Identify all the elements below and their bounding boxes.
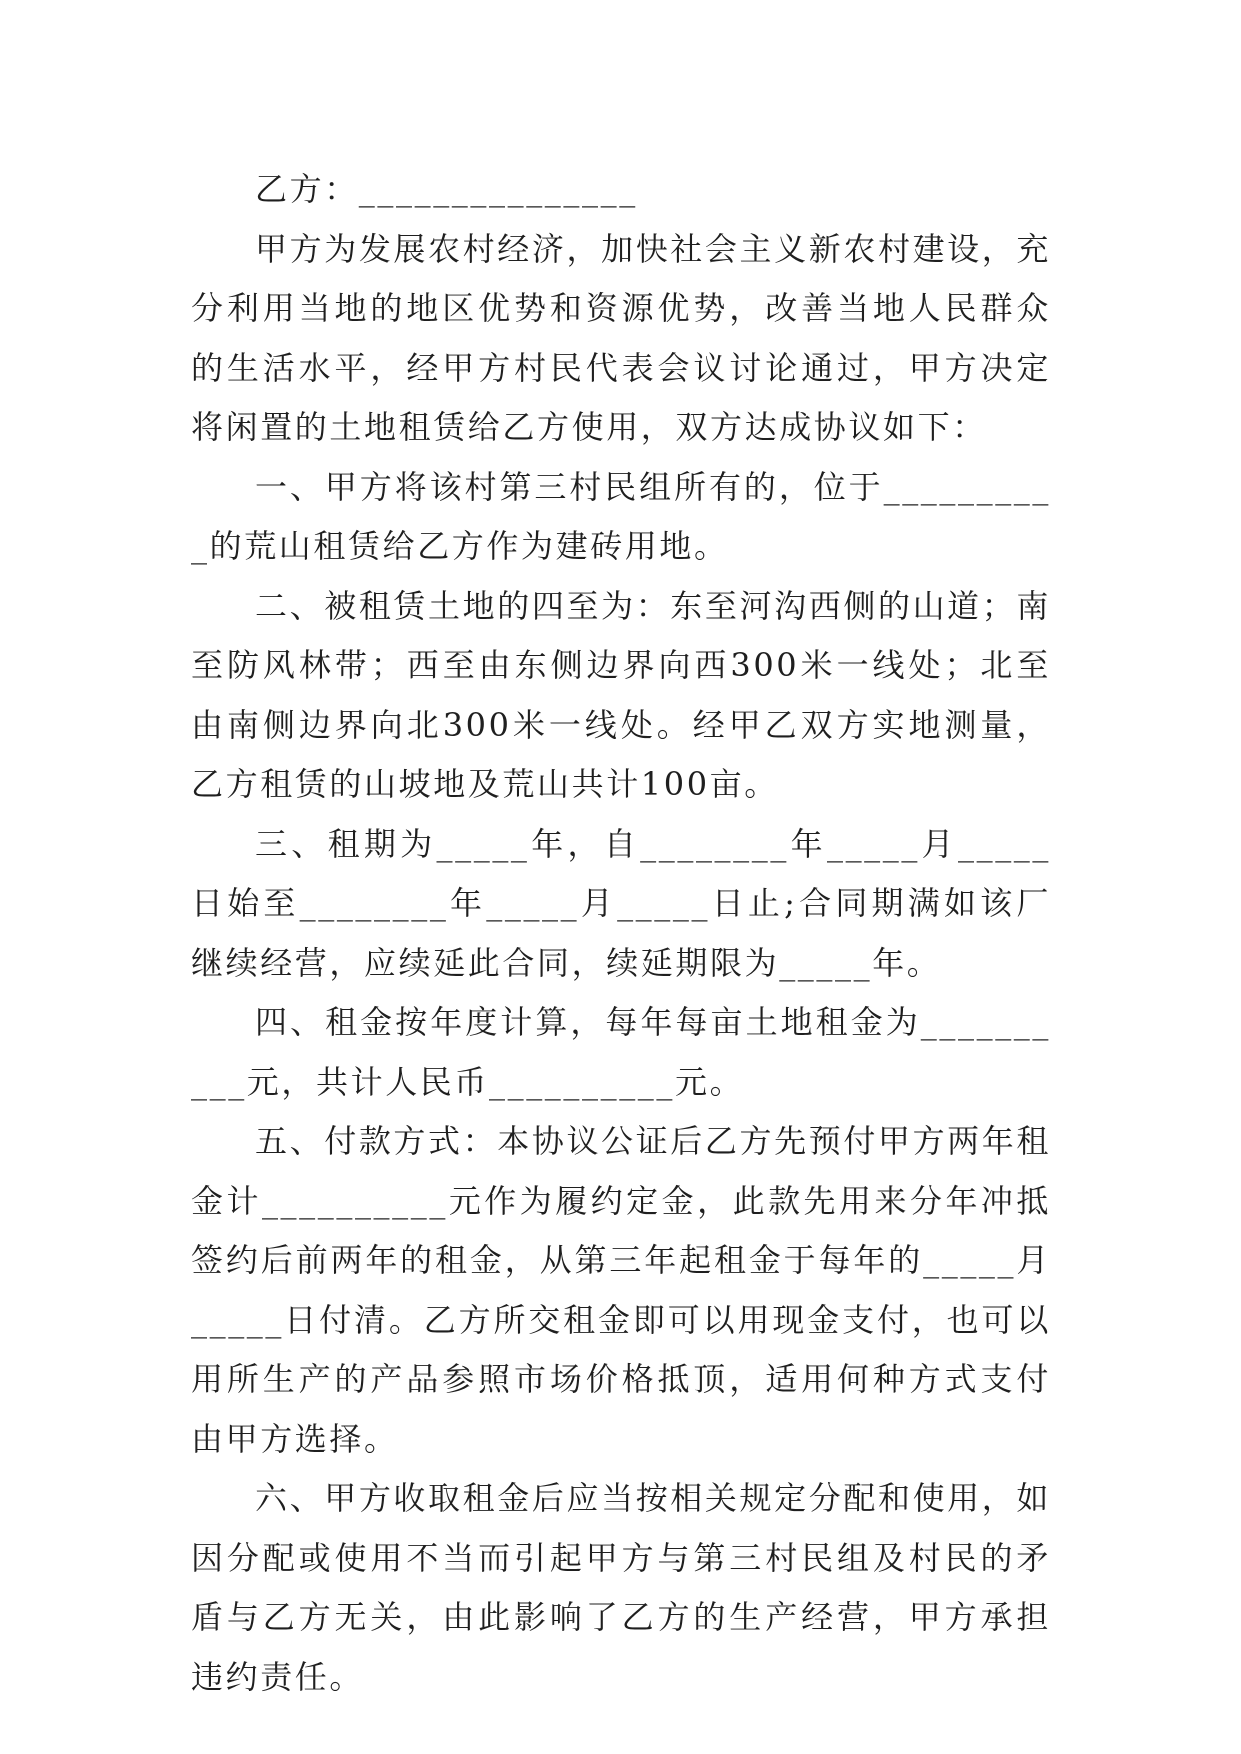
- clause-1-paragraph: 一、甲方将该村第三村民组所有的，位于__________的荒山租赁给乙方作为建砖用地。: [191, 467, 1051, 565]
- clause-6-paragraph: 六、甲方收取租金后应当按相关规定分配和使用，如因分配或使用不当而引起甲方与第三村民组及村民的矛盾与乙方无关，由此影响了乙方的生产经营，甲方承担违约责任。: [191, 1479, 1051, 1696]
- clause-5-paragraph: 五、付款方式：本协议公证后乙方先预付甲方两年租金计__________元作为履约定金，此款先用来分年冲抵签约后前两年的租金，从第三年起租金于每年的_____月_____日付清。乙方所交租金即可以用现金支付，也可以用所生产的产品参照市场价格抵顶，适用何种方式支付由甲方选择。: [191, 1122, 1051, 1458]
- document-body: [191, 160, 1051, 1707]
- party-b-line: 乙方：_______________: [255, 170, 638, 208]
- clause-2-paragraph: 二、被租赁土地的四至为：东至河沟西侧的山道；南至防风林带；西至由东侧边界向西300米一线处；北至由南侧边界向北300米一线处。经甲乙双方实地测量，乙方租赁的山坡地及荒山共计100亩。: [191, 586, 1051, 803]
- clause-4-paragraph: 四、租金按年度计算，每年每亩土地租金为__________元，共计人民币__________元。: [191, 1003, 1051, 1101]
- preamble-paragraph: 甲方为发展农村经济，加快社会主义新农村建设，充分利用当地的地区优势和资源优势，改善当地人民群众的生活水平，经甲方村民代表会议讨论通过，甲方决定将闲置的土地租赁给乙方使用，双方达成协议如下：: [191, 229, 1051, 446]
- clause-3-paragraph: 三、租期为_____年，自________年_____月_____日始至________年_____月_____日止;合同期满如该厂继续经营，应续延此合同，续延期限为_____年。: [191, 824, 1051, 982]
